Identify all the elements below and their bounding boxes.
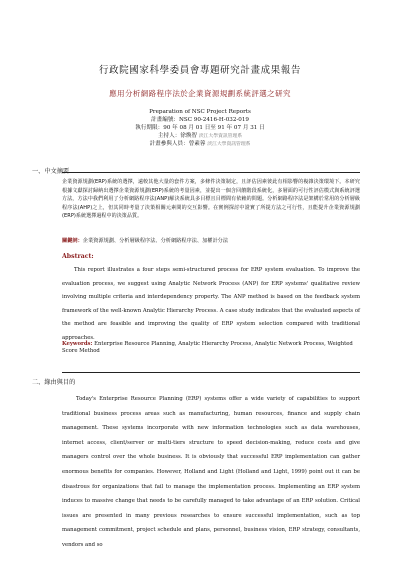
english-keywords-text: Enterprise Resource Planning, Analytic Hierarchy Process, Analytic Network Process, Weighted Score Method xyxy=(62,341,353,355)
principal-investigator xyxy=(0,133,400,141)
background-text xyxy=(62,392,360,553)
background-paragraph: Today's Enterprise Resource Planning (ERP) systems offer a wide variety of capabilities to support traditional business process areas such as manufacturing, human resources, finance and supply chain management. These systems incorporate with new information technologies such as data warehouses, internet access, client/server or multi-tiers structure to speed decision-making, reduce costs and give managers control over the whole business. It is obviously that successful ERP implementation can gather enormous benefits for companies. However, Holland and Light (Holland and Light, 1999) point out it can be disastrous for organizations that fail to manage the implementation process. Implementing an ERP system induces to massive change that needs to be carefully managed to take advantage of an ERP solution. Critical issues are presented in many previous researches to ensure successful implementation, such as top management commitment, project schedule and plans, personnel, business vision, ERP strategy, consultants, vendors and so xyxy=(62,396,360,548)
section-divider xyxy=(62,372,360,373)
project-number: 計畫編號：NSC 90-2416-H-032-019 xyxy=(151,117,249,123)
section-heading-chinese-abstract: 一、中文摘要 xyxy=(32,168,70,175)
participant-affiliation: 淡江大學資訊管理系 xyxy=(207,142,251,147)
english-abstract-text: This report illustrates a four steps semi-structured process for ERP system evaluation. To improve the evaluation process, we suggest using Analytic Network Process (ANP) for ERP systems' qualitative review involving multiple criteria and interdependency property. The ANP method is based on the feedback system framework of the well-known Analytic Hierarchy Process. A case study indicates that the evaluated aspects of the method are feasible and improving the quality of ERP system selection compared with traditional approaches. xyxy=(62,267,360,341)
chinese-keywords-label: 關鍵詞： xyxy=(62,238,83,244)
chinese-keywords-text: 企業資源規劃、分析層級程序法、分析網路程序法、加權計分法 xyxy=(82,238,229,244)
report-type: Preparation of NSC Project Reports xyxy=(149,109,251,115)
project-participant xyxy=(0,141,400,149)
abstract-heading: Abstract: xyxy=(62,253,94,260)
project-title: 應用分析網路程序法於企業資源規劃系統評選之研究 xyxy=(109,89,291,98)
section-divider xyxy=(62,172,360,173)
english-abstract xyxy=(62,264,360,346)
participant-name: 計畫參與人員：曾素蓉 xyxy=(149,141,206,147)
chinese-abstract: 企業資源規劃(ERP)系統的選擇，遠較其他大量的套件方案，多條件決策制定，且評估因素彼此有相影響的複雜決策環境下。本研究根據文獻探討歸納出選擇企業資源規劃(ERP)系統的考量因素，並提出一個含回饋階段系統化，多層面的可行性評估模式與系統評選方法，方法中我們利用了分析網路程序法(ANP)解決系統具多目標且目標間有依賴的問題。分析網路程序法是架構於常用的分析層級程序法(AHP)之上，但其同時考量了決策相關元素間的交互影響。在實例探討中證實了所提方法之可行性，且能提升企業資源規劃(ERP)系統選擇過程中的決策品質。 xyxy=(62,179,360,219)
english-keywords xyxy=(62,341,360,355)
english-keywords-label: Keywords: xyxy=(62,341,93,347)
pi-name: 主持人：徐煥智 xyxy=(157,133,198,139)
report-title: 行政院國家科學委員會專題研究計畫成果報告 xyxy=(98,65,301,76)
chinese-keywords xyxy=(62,237,360,244)
pi-affiliation: 淡江大學資訊管理系 xyxy=(198,134,243,139)
project-period: 執行期限：90 年 08 月 01 日至 91 年 07 月 31 日 xyxy=(135,125,265,131)
section-heading-background: 二、緣由與目的 xyxy=(32,379,76,386)
